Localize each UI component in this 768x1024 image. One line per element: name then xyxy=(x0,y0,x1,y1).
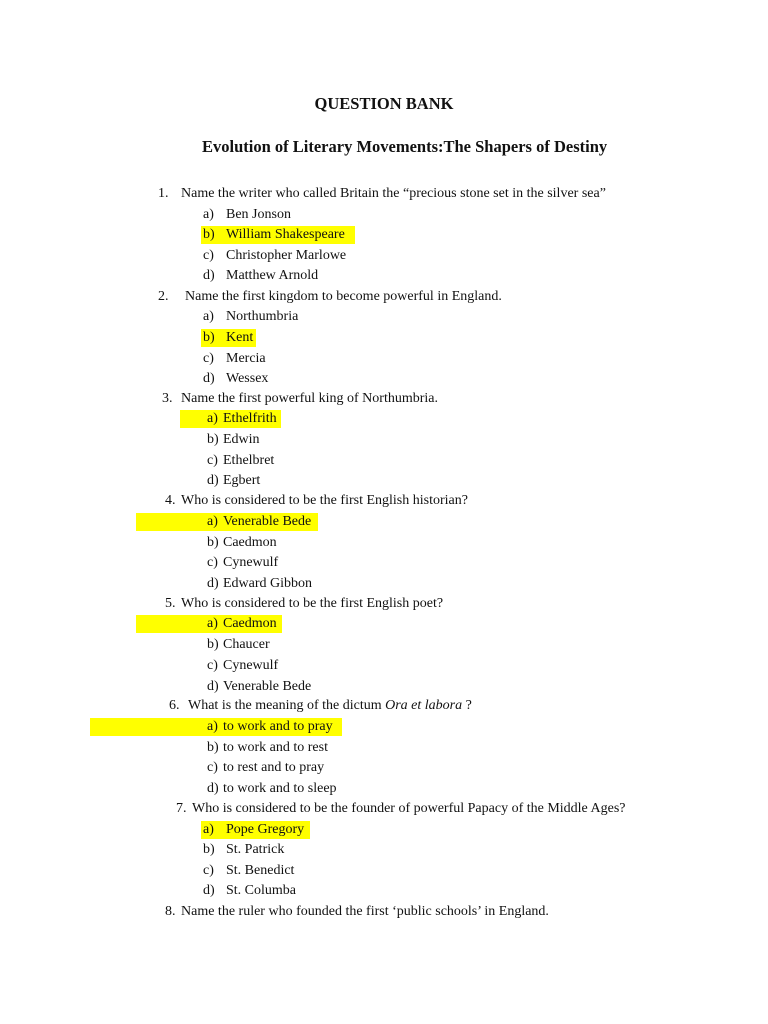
option-item: d) Wessex xyxy=(203,371,269,386)
option-item: b) Chaucer xyxy=(207,637,270,652)
option-item-answer: a) Pope Gregory xyxy=(203,822,305,837)
option-item: c) Mercia xyxy=(203,351,266,366)
question-5: 5. Who is considered to be the first English poet? xyxy=(165,596,444,611)
option-item-answer: b) Kent xyxy=(203,330,254,345)
option-item: d) Venerable Bede xyxy=(207,679,312,694)
option-item: d) St. Columba xyxy=(203,883,297,898)
option-item: c) St. Benedict xyxy=(203,863,295,878)
option-item-answer: a) Caedmon xyxy=(207,616,277,631)
option-item: c) to rest and to pray xyxy=(207,760,325,775)
option-item: d) to work and to sleep xyxy=(207,781,337,796)
option-item-answer: a) to work and to pray xyxy=(207,719,333,734)
option-item-answer: a) Venerable Bede xyxy=(207,514,312,529)
question-2: 2. Name the first kingdom to become powerful in England. xyxy=(158,289,502,304)
option-item: c) Ethelbret xyxy=(207,453,275,468)
option-item: d) Edward Gibbon xyxy=(207,576,313,591)
option-item: b) St. Patrick xyxy=(203,842,285,857)
question-4: 4. Who is considered to be the first English historian? xyxy=(165,493,468,508)
option-item: b) Caedmon xyxy=(207,535,277,550)
question-8: 8. Name the ruler who founded the first ‘public schools’ in England. xyxy=(165,904,549,919)
option-item-answer: b) William Shakespeare xyxy=(203,227,345,242)
question-1: 1. Name the writer who called Britain the “precious stone set in the silver sea” xyxy=(158,186,606,201)
option-item: a) Northumbria xyxy=(203,309,299,324)
question-7: 7. Who is considered to be the founder of powerful Papacy of the Middle Ages? xyxy=(176,801,626,816)
option-item: b) to work and to rest xyxy=(207,740,328,755)
question-6: 6. What is the meaning of the dictum Ora et labora ? xyxy=(169,698,472,713)
option-item: d) Matthew Arnold xyxy=(203,268,319,283)
page-subtitle: Evolution of Literary Movements:The Shapers of Destiny xyxy=(202,137,608,156)
page-title: QUESTION BANK xyxy=(314,94,454,113)
option-item: c) Cynewulf xyxy=(207,555,279,570)
option-item: b) Edwin xyxy=(207,432,260,447)
option-item-answer: a) Ethelfrith xyxy=(207,411,277,426)
option-item: c) Cynewulf xyxy=(207,658,279,673)
question-3: 3. Name the first powerful king of Northumbria. xyxy=(162,391,438,406)
option-item: c) Christopher Marlowe xyxy=(203,248,347,263)
option-item: a) Ben Jonson xyxy=(203,207,291,222)
option-item: d) Egbert xyxy=(207,473,261,488)
